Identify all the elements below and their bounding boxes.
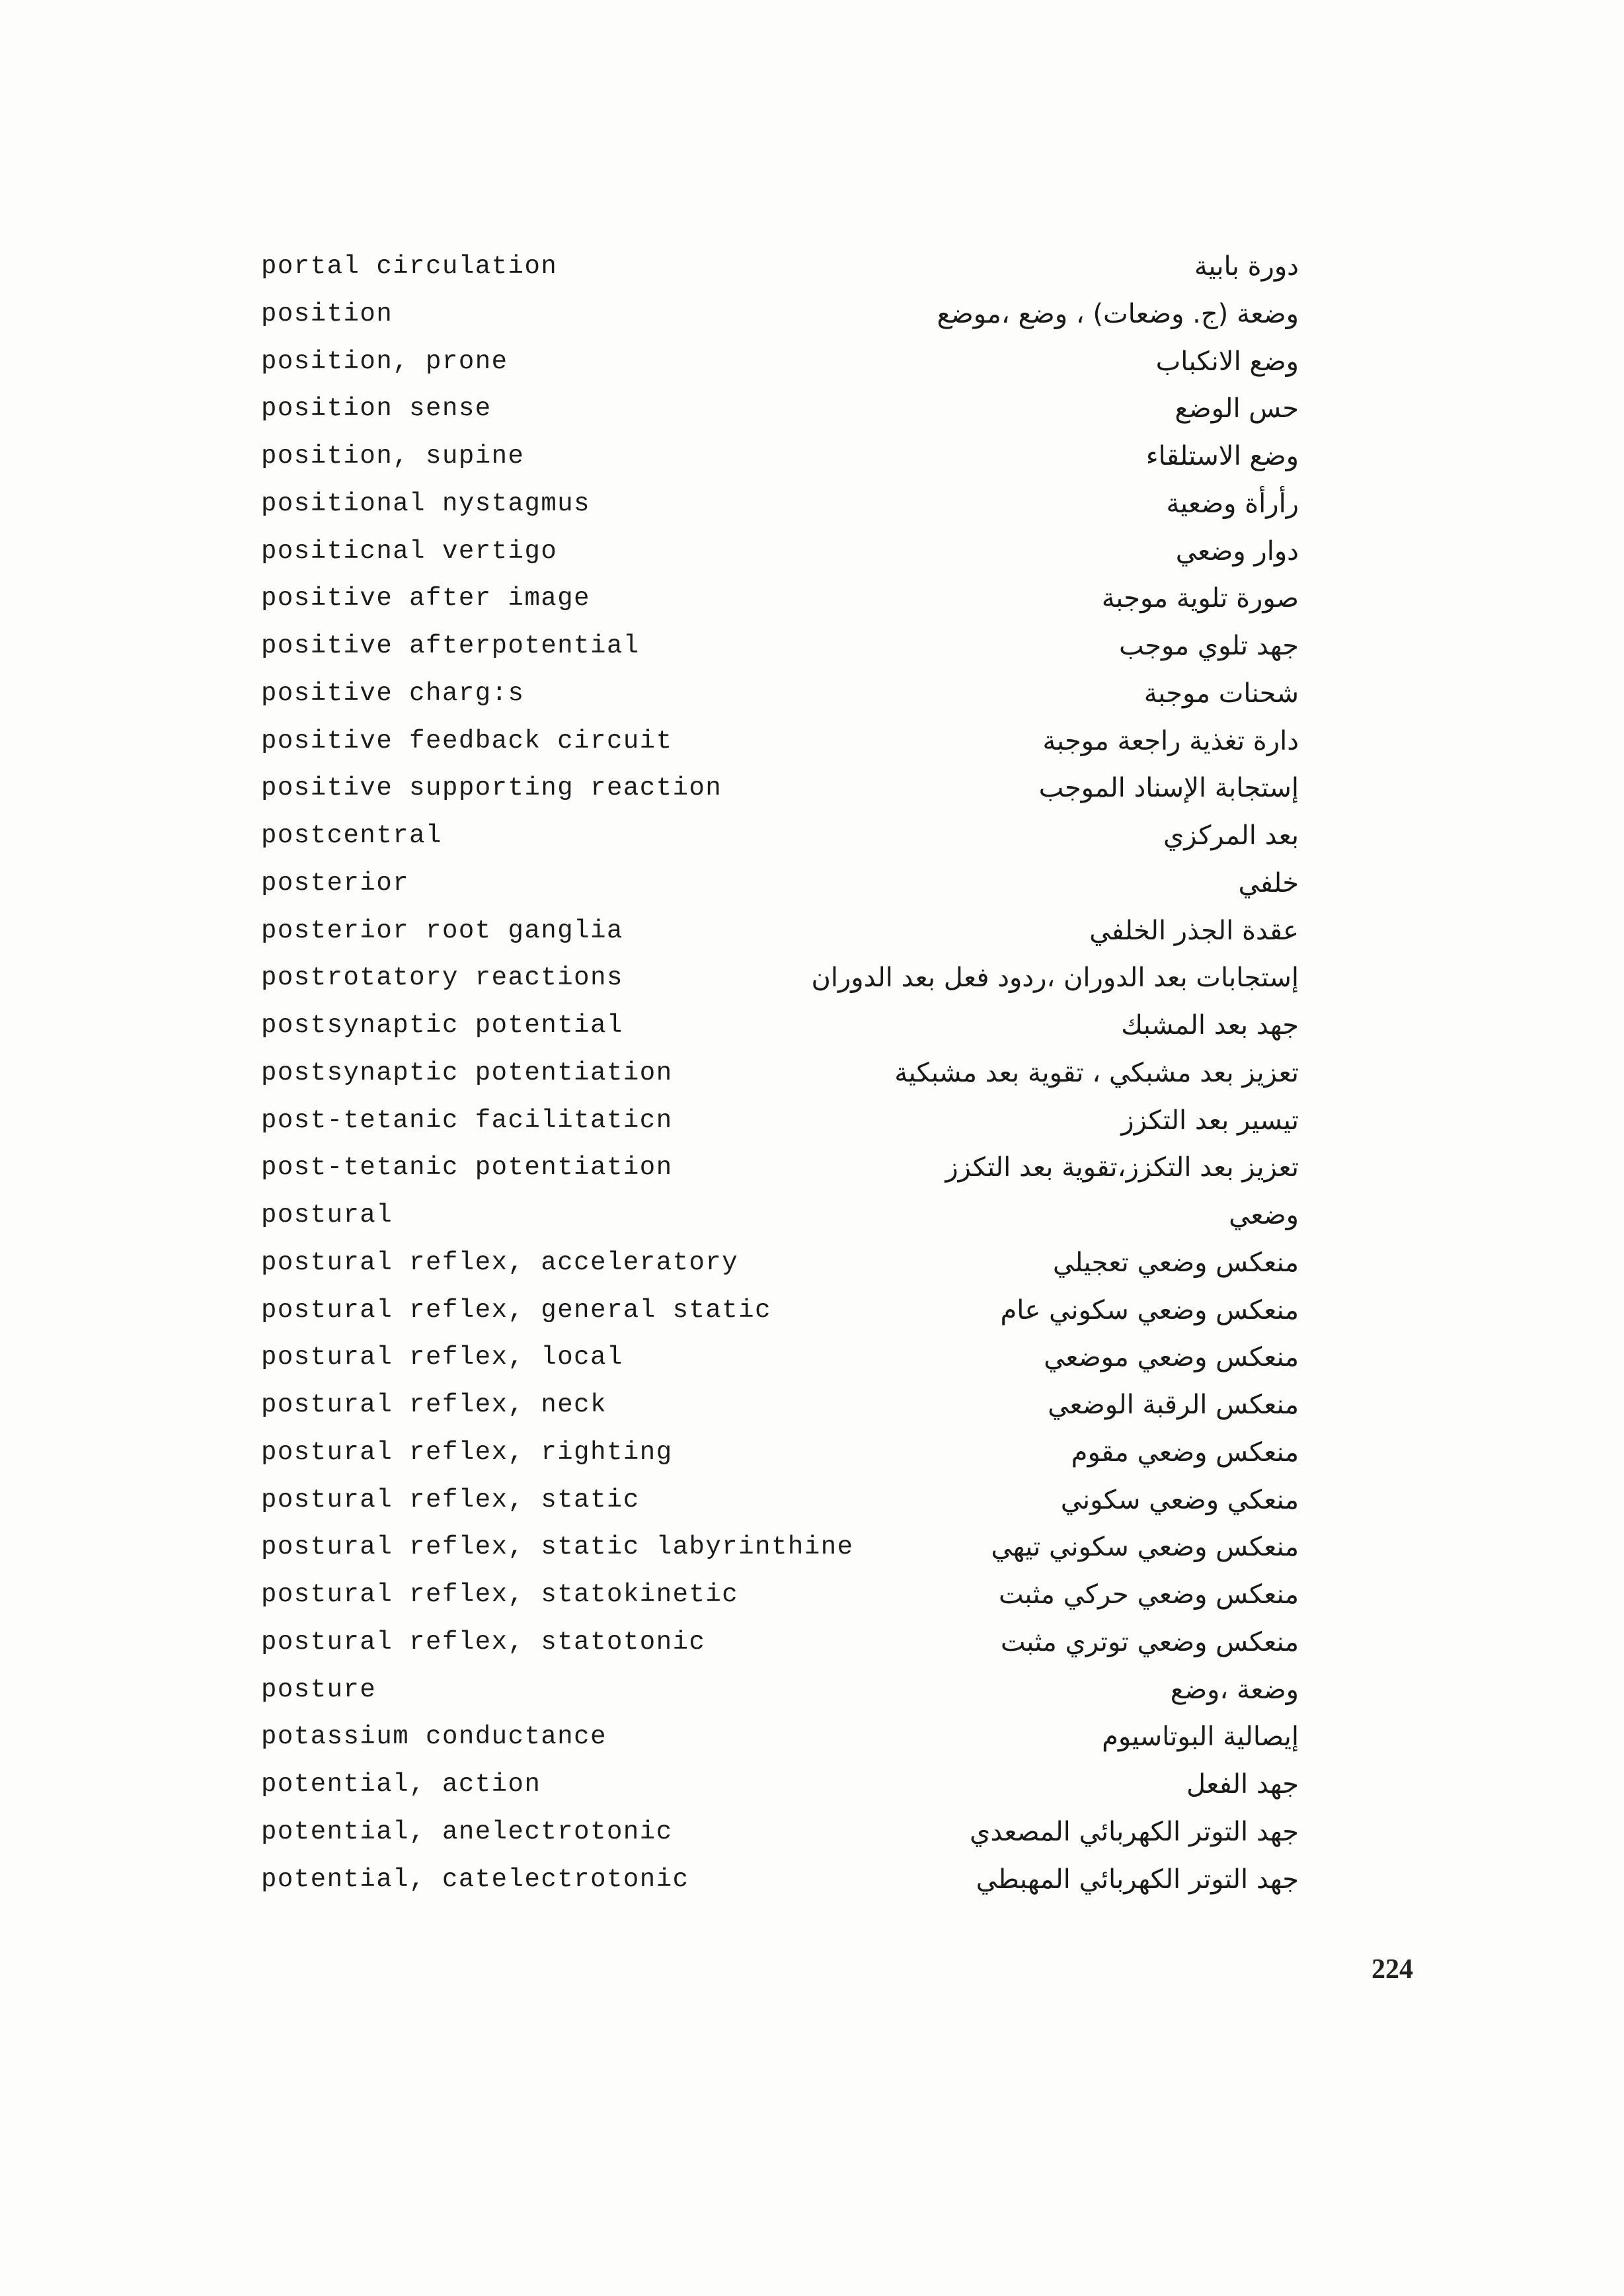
glossary-entry <box>261 718 1299 766</box>
glossary-entry <box>261 243 1299 291</box>
glossary-entry <box>261 860 1299 908</box>
arabic-term: جهد تلوي موجب <box>1118 631 1299 661</box>
glossary-entry <box>261 1477 1299 1524</box>
glossary-entry <box>261 1002 1299 1050</box>
english-term: potential, anelectrotonic <box>261 1817 673 1846</box>
arabic-term: دوار وضعي <box>1175 535 1299 567</box>
english-term: postural reflex, statokinetic <box>261 1580 739 1609</box>
english-term: postcentral <box>261 821 442 850</box>
arabic-term: شحنات موجبة <box>1143 678 1299 709</box>
glossary-entry <box>261 1097 1299 1145</box>
glossary-entry <box>261 338 1299 386</box>
arabic-term: خلفي <box>1238 867 1299 898</box>
arabic-term: جهد الفعل <box>1186 1769 1299 1800</box>
english-term: portal circulation <box>261 252 558 281</box>
arabic-term: حس الوضع <box>1175 393 1299 424</box>
english-term: postural reflex, neck <box>261 1390 607 1419</box>
english-term: postural reflex, static labyrinthine <box>261 1532 854 1562</box>
arabic-term: تعزيز بعد مشبكي ، تقوية بعد مشبكية <box>894 1057 1299 1088</box>
glossary-entry <box>261 433 1299 481</box>
glossary-entry <box>261 623 1299 670</box>
arabic-term: منعكس وضعي توتري مثبت <box>1000 1626 1299 1657</box>
arabic-term: منعكس وضعي حركي مثبت <box>999 1579 1299 1610</box>
english-term: postsynaptic potential <box>261 1011 623 1040</box>
glossary-entry <box>261 670 1299 718</box>
arabic-term: منعكس الرقبة الوضعي <box>1048 1390 1299 1420</box>
arabic-term: وضعة ،وضع <box>1170 1674 1299 1705</box>
arabic-term: جهد التوتر الكهربائي المهبطي <box>976 1864 1299 1895</box>
glossary-entry <box>261 1382 1299 1429</box>
english-term: potential, action <box>261 1770 541 1799</box>
glossary-entry <box>261 1287 1299 1335</box>
glossary-entry <box>261 1240 1299 1287</box>
english-term: postsynaptic potentiation <box>261 1058 673 1088</box>
english-term: posterior root ganglia <box>261 916 623 945</box>
glossary-entry <box>261 528 1299 576</box>
arabic-term: دورة بابية <box>1194 251 1299 282</box>
glossary-entry <box>261 1334 1299 1382</box>
glossary-entry <box>261 765 1299 812</box>
glossary-entry <box>261 1429 1299 1477</box>
glossary-entry <box>261 1809 1299 1856</box>
english-term: postural reflex, righting <box>261 1437 673 1467</box>
arabic-term: منعكس وضعي تعجيلي <box>1052 1247 1299 1278</box>
english-term: position <box>261 299 393 329</box>
glossary-list <box>261 243 1299 1903</box>
english-term: postural reflex, local <box>261 1343 623 1372</box>
english-term: positive supporting reaction <box>261 773 722 803</box>
english-term: potential, catelectrotonic <box>261 1864 689 1894</box>
arabic-term: إستجابة الإسناد الموجب <box>1038 773 1299 804</box>
english-term: positional nystagmus <box>261 489 591 518</box>
english-term: post-tetanic potentiation <box>261 1153 673 1183</box>
arabic-term: منعكس وضعي مقوم <box>1071 1437 1299 1468</box>
arabic-term: عقدة الجذر الخلفي <box>1089 915 1299 946</box>
english-term: positicnal vertigo <box>261 536 558 566</box>
page-number: 224 <box>1372 1954 1413 1985</box>
glossary-entry <box>261 385 1299 433</box>
english-term: postural reflex, statotonic <box>261 1627 706 1657</box>
glossary-entry <box>261 908 1299 955</box>
english-term: positive charg:s <box>261 678 525 708</box>
glossary-entry <box>261 481 1299 528</box>
arabic-term: منعكي وضعي سكوني <box>1060 1484 1299 1515</box>
glossary-entry <box>261 1761 1299 1809</box>
english-term: posture <box>261 1675 377 1704</box>
arabic-term: وضع الاستلقاء <box>1145 441 1299 471</box>
arabic-term: رأرأة وضعية <box>1166 488 1299 519</box>
glossary-entry <box>261 955 1299 1002</box>
english-term: postural reflex, general static <box>261 1295 772 1325</box>
arabic-term: صورة تلوية موجبة <box>1101 583 1299 614</box>
english-term: positive after image <box>261 584 591 614</box>
english-term: positive afterpotential <box>261 631 640 660</box>
glossary-entry <box>261 1524 1299 1571</box>
arabic-term: منعكس وضعي سكوني عام <box>1000 1294 1299 1326</box>
glossary-entry <box>261 1050 1299 1097</box>
english-term: position sense <box>261 394 492 424</box>
english-term: potassium conductance <box>261 1722 607 1752</box>
arabic-term: جهد بعد المشبك <box>1121 1010 1299 1041</box>
english-term: posterior <box>261 868 410 898</box>
glossary-entry <box>261 1856 1299 1904</box>
english-term: position, prone <box>261 346 508 376</box>
arabic-term: وضعي <box>1229 1200 1299 1230</box>
arabic-term: دارة تغذية راجعة موجبة <box>1042 725 1299 756</box>
arabic-term: إيصالية البوتاسيوم <box>1102 1722 1299 1753</box>
english-term: positive feedback circuit <box>261 726 673 756</box>
glossary-entry <box>261 812 1299 860</box>
glossary-entry <box>261 291 1299 338</box>
glossary-entry <box>261 1619 1299 1667</box>
glossary-entry <box>261 1667 1299 1714</box>
arabic-term: تيسير بعد التكزز <box>1121 1105 1299 1136</box>
english-term: postrotatory reactions <box>261 963 623 993</box>
english-term: position, supine <box>261 442 525 471</box>
english-term: postural <box>261 1201 393 1230</box>
arabic-term: منعكس وضعي سكوني تيهي <box>991 1532 1299 1563</box>
glossary-entry <box>261 575 1299 623</box>
english-term: postural reflex, static <box>261 1485 640 1515</box>
arabic-term: بعد المركزي <box>1163 820 1299 851</box>
arabic-term: جهد التوتر الكهربائي المصعدي <box>970 1816 1299 1847</box>
arabic-term: وضع الانكباب <box>1155 346 1299 377</box>
glossary-entry <box>261 1192 1299 1240</box>
arabic-term: تعزيز بعد التكزز،تقوية بعد التكزز <box>945 1152 1299 1183</box>
glossary-entry <box>261 1144 1299 1192</box>
english-term: post-tetanic facilitaticn <box>261 1105 673 1135</box>
arabic-term: منعكس وضعي موضعي <box>1044 1342 1299 1373</box>
english-term: postural reflex, acceleratory <box>261 1247 739 1277</box>
arabic-term: إستجابات بعد الدوران ،ردود فعل بعد الدوران <box>811 963 1299 994</box>
glossary-entry <box>261 1571 1299 1619</box>
glossary-entry <box>261 1714 1299 1761</box>
arabic-term: وضعة (ج. وضعات) ، وضع ،موضع <box>937 298 1299 329</box>
